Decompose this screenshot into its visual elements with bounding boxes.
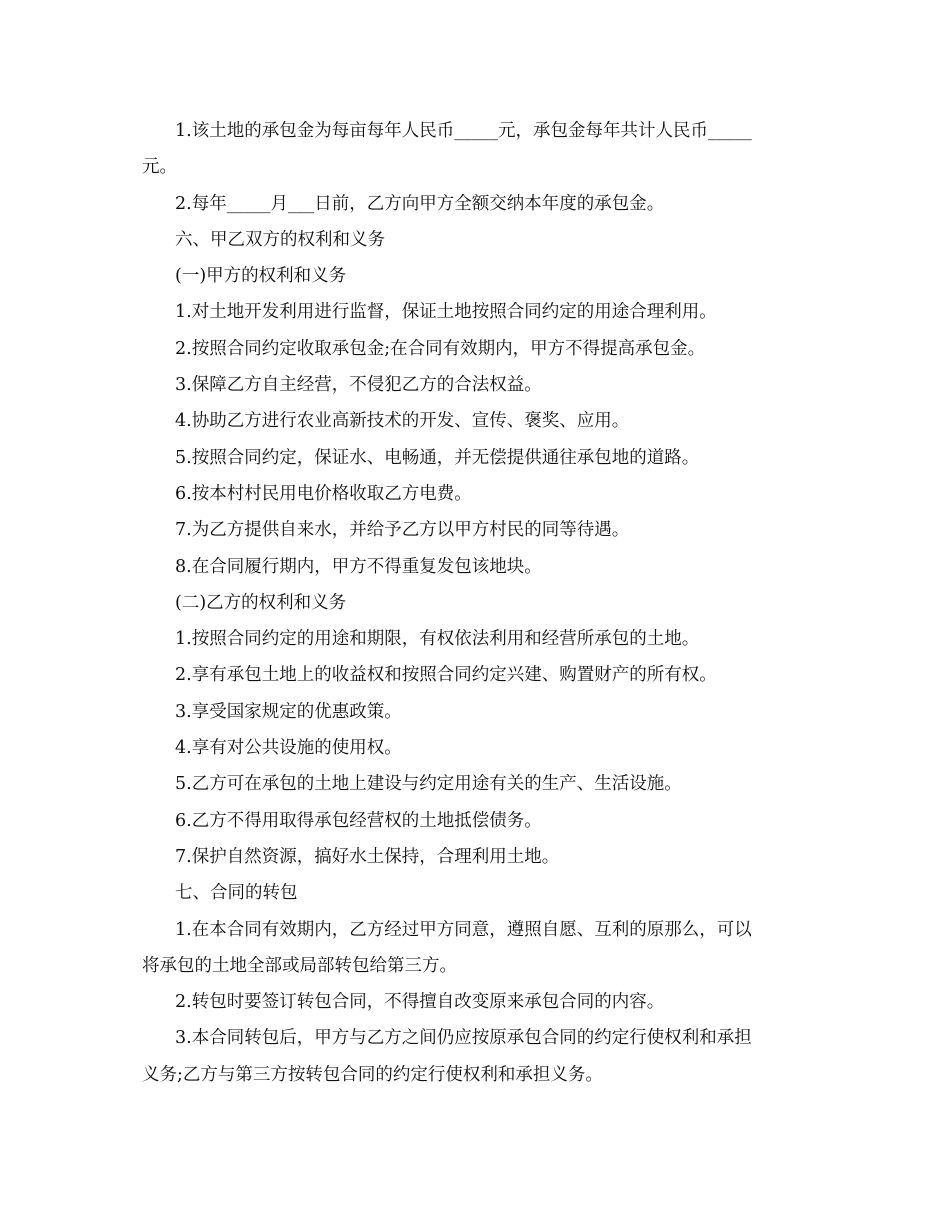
text-line: 1.在本合同有效期内，乙方经过甲方同意，遵照自愿、互利的原那么，可以 [175,919,752,940]
text-line: 7.为乙方提供自来水，并给予乙方以甲方村民的同等待遇。 [175,520,630,541]
text-line: (一)甲方的权利和义务 [175,266,347,287]
text-line: 义务;乙方与第三方按转包合同的约定行使权利和承担义务。 [142,1064,603,1085]
text-line: 3.保障乙方自主经营，不侵犯乙方的合法权益。 [175,375,542,396]
text-line: 2.按照合同约定收取承包金;在合同有效期内，甲方不得提高承包金。 [175,338,706,359]
text-line: (二)乙方的权利和义务 [175,592,347,613]
text-line: 4.协助乙方进行农业高新技术的开发、宣传、褒奖、应用。 [175,411,630,432]
text-line: 2.转包时要签订转包合同，不得擅自改变原来承包合同的内容。 [175,992,665,1013]
text-line: 元。 [142,157,177,178]
text-line: 3.享受国家规定的优惠政策。 [175,701,402,722]
text-line: 2.每年_____月___日前，乙方向甲方全额交纳本年度的承包金。 [175,193,665,214]
text-line: 1.对土地开发利用进行监督，保证土地按照合同约定的用途合理利用。 [175,302,717,323]
text-line: 5.乙方可在承包的土地上建设与约定用途有关的生产、生活设施。 [175,774,682,795]
document-body [142,119,802,1099]
text-line: 5.按照合同约定，保证水、电畅通，并无偿提供通往承包地的道路。 [175,447,700,468]
text-line: 1.按照合同约定的用途和期限，有权依法利用和经营所承包的土地。 [175,629,700,650]
text-line: 七、合同的转包 [175,883,298,904]
text-line: 六、甲乙双方的权利和义务 [175,229,385,250]
text-line: 8.在合同履行期内，甲方不得重复发包该地块。 [175,556,542,577]
text-line: 1.该土地的承包金为每亩每年人民币_____元，承包金每年共计人民币_____ [175,121,752,141]
text-line: 6.按本村村民用电价格收取乙方电费。 [175,483,472,504]
text-line: 3.本合同转包后，甲方与乙方之间仍应按原承包合同的约定行使权利和承担 [175,1028,752,1049]
text-line: 6.乙方不得用取得承包经营权的土地抵偿债务。 [175,810,542,831]
text-line: 2.享有承包土地上的收益权和按照合同约定兴建、购置财产的所有权。 [175,665,717,686]
text-line: 4.享有对公共设施的使用权。 [175,738,402,759]
text-line: 将承包的土地全部或局部转包给第三方。 [142,955,457,976]
text-line: 7.保护自然资源，搞好水土保持，合理利用土地。 [175,846,560,867]
